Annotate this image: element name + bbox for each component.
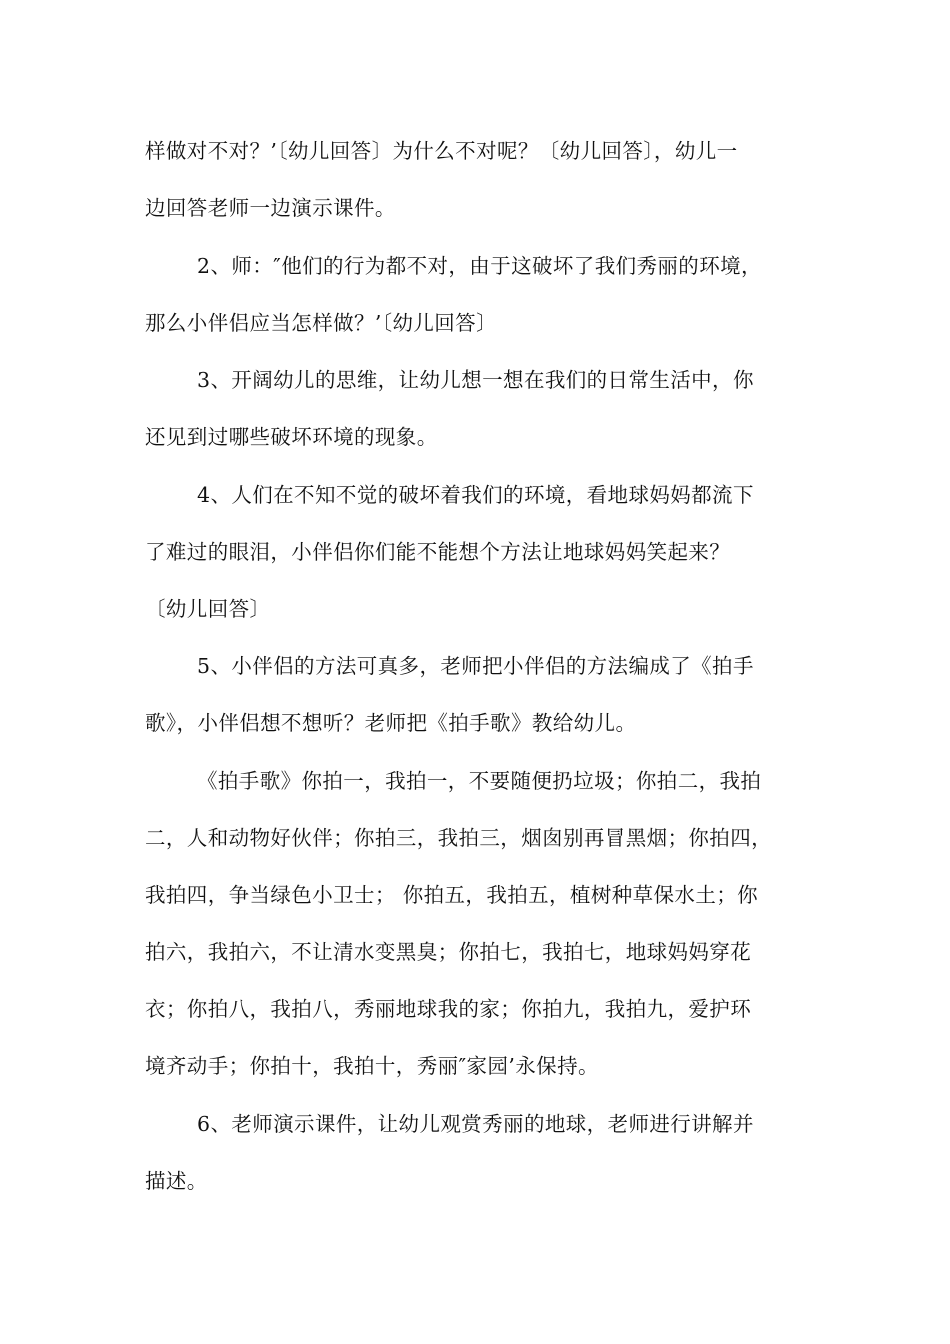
paragraph-4-line: 4、人们在不知不觉的破坏着我们的环境，看地球妈妈都流下 xyxy=(197,483,754,507)
text-line: 衣；你拍八，我拍八，秀丽地球我的家；你拍九，我拍九，爱护环 xyxy=(145,997,752,1021)
text-line: 那么小伴侣应当怎样做？’〔幼儿回答〕 xyxy=(145,311,497,335)
paragraph-5-line: 5、小伴侣的方法可真多，老师把小伴侣的方法编成了《拍手 xyxy=(197,654,754,678)
text-line: 我拍四，争当绿色小卫士； 你拍五，我拍五，植树种草保水土；你 xyxy=(145,883,759,907)
text-line: 边回答老师一边演示课件。 xyxy=(145,196,396,220)
paragraph-6-line: 6、老师演示课件，让幼儿观赏秀丽的地球，老师进行讲解并 xyxy=(197,1112,754,1136)
text-line: 二，人和动物好伙伴；你拍三，我拍三，烟囱别再冒黑烟；你拍四， xyxy=(145,826,772,850)
text-line: 拍六，我拍六，不让清水变黑臭；你拍七，我拍七，地球妈妈穿花 xyxy=(145,940,752,964)
text-line: 境齐动手；你拍十，我拍十，秀丽″家园’永保持。 xyxy=(145,1054,599,1078)
text-line: 了难过的眼泪，小伴侣你们能不能想个方法让地球妈妈笑起来？ xyxy=(145,540,731,564)
paragraph-2-line: 2、师：″他们的行为都不对，由于这破坏了我们秀丽的环境， xyxy=(197,254,762,278)
text-line: 还见到过哪些破坏环境的现象。 xyxy=(145,425,438,449)
song-line: 《拍手歌》你拍一，我拍一，不要随便扔垃圾；你拍二，我拍 xyxy=(197,769,762,793)
text-line: 样做对不对？’〔幼儿回答〕为什么不对呢？〔幼儿回答〕，幼儿一 xyxy=(145,139,738,163)
text-line: 描述。 xyxy=(145,1169,208,1193)
text-line: 歌》，小伴侣想不想听？老师把《拍手歌》教给幼儿。 xyxy=(145,711,637,735)
paragraph-3-line: 3、开阔幼儿的思维，让幼儿想一想在我们的日常生活中，你 xyxy=(197,368,754,392)
text-line: 〔幼儿回答〕 xyxy=(145,597,271,621)
